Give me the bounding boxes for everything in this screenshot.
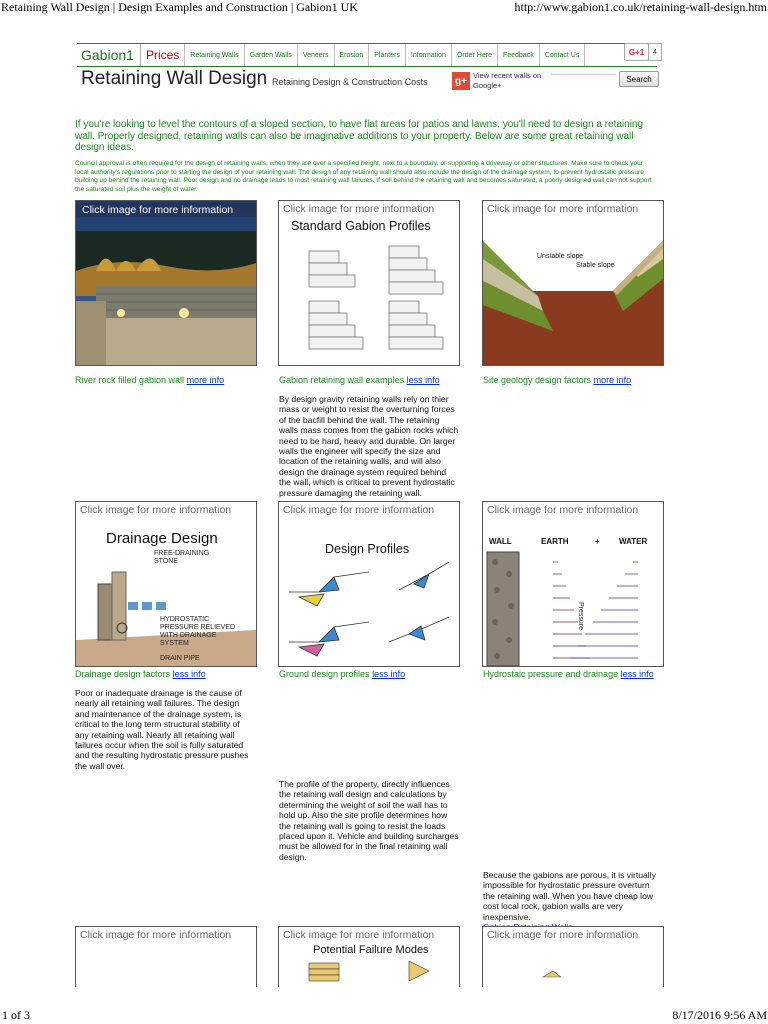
label-with-drainage: WITH DRAINAGE	[160, 632, 217, 639]
caption-river-rock	[75, 375, 224, 385]
print-datetime: 8/17/2016 9:56 AM	[672, 1008, 767, 1022]
label-stone: STONE	[154, 558, 178, 565]
nav-erosion[interactable]: Erosion	[335, 44, 370, 66]
nav-garden-walls[interactable]: Garden Walls	[245, 44, 298, 66]
nav-contact-us[interactable]: Contact Us	[540, 44, 586, 66]
card-gabion-wall-photo[interactable]	[75, 200, 257, 366]
caption-drainage	[75, 669, 206, 679]
gabion-wall-photo	[76, 201, 256, 365]
label-pressure: Pressure	[577, 602, 584, 631]
card-overlay: Click image for more information	[487, 504, 639, 516]
print-page-title: Retaining Wall Design | Design Examples and Construction | Gabion1 UK	[1, 0, 358, 14]
card-standard-gabion-profiles[interactable]	[278, 200, 460, 366]
hydrostatic-body: Because the gabions are porous, it is virtually impossible for hydrostatic pressure overturn the retaining wall. When you have cheap low cost local rock, gabion walls are very inexpensive.	[483, 870, 656, 922]
caption-hydrostatic	[483, 669, 654, 679]
page-title: Retaining Wall Design	[81, 68, 268, 89]
image-title: Standard Gabion Profiles	[291, 219, 431, 233]
card-overlay: Click image for more information	[283, 504, 435, 516]
drainage-text: Poor or inadequate drainage is the cause of nearly all retaining wall failures. The design and maintenance of the drainage system, is critical to the long term structural stability of any retaining wall. Nearly all retaining wall failures occur when the soil is fully saturated and the resulting hydrostatic pressure pushes the wall over.	[75, 688, 249, 771]
caption-ground-design	[279, 669, 405, 679]
card-overlay: Click image for more information	[283, 929, 435, 941]
site-geology-diagram	[483, 201, 663, 365]
nav-veneers[interactable]: Veneers	[298, 44, 335, 66]
card-overlay: Click image for more information	[76, 203, 257, 217]
print-page-number: 1 of 3	[2, 1008, 30, 1022]
card-hydrostatic-pressure[interactable]	[482, 501, 664, 667]
card-overlay: Click image for more information	[80, 929, 232, 941]
google-plus-one-button[interactable]: G+1	[624, 43, 649, 61]
card-design-profiles[interactable]	[278, 501, 460, 667]
council-paragraph: Council approval is often required for the design of retaining walls, when they are over a specified height, next to a boundary, or supporting a driveway or other structures. Make sure to check your local authority's regulations prior to starting the design of your retaining wall. The design of any retaining wall should also include the design of the drainage system, to prevent hydrostatic pressure building up behind the retaining wall. Poor design and no drainage leads to most retaining wall failures. If soil behind the retaining wall and becomes saturated, a poorly designed wall can not support the saturated soil plus the weight of water.	[75, 160, 652, 193]
card-site-geology[interactable]	[482, 200, 664, 366]
caption-site-geology	[483, 375, 631, 385]
card-row3-left[interactable]	[75, 926, 257, 987]
image-title: Design Profiles	[325, 542, 410, 556]
nav-prices[interactable]: Prices	[141, 44, 185, 66]
drainage-labels-top	[154, 550, 209, 566]
caption-text: Gabion retaining wall examples	[279, 375, 405, 385]
caption-gabion-examples	[279, 375, 440, 385]
ground-design-text: The profile of the property, directly influences the retaining wall design and calculations by determining the weight of soil the wall has to hold up. Also the site profile determines how the retaining wall is going to resist the loads placed upon it. Vehicle and building surcharges must be allowed for in the final retaining wall design.	[279, 779, 459, 862]
label-stable-slope: Stable slope	[576, 262, 615, 269]
label-drain-pipe: DRAIN PIPE	[160, 655, 200, 662]
image-title: Drainage Design	[106, 530, 218, 547]
caption-text: Site geology design factors	[483, 375, 592, 385]
card-overlay: Click image for more information	[283, 203, 435, 215]
image-title: Potential Failure Modes	[313, 944, 429, 956]
less-info-link[interactable]: less info	[620, 669, 654, 679]
hydrostatic-text	[483, 870, 663, 932]
label-system: SYSTEM	[160, 640, 189, 647]
nav-planters[interactable]: Planters	[369, 44, 406, 66]
print-page-url: http://www.gabion1.co.uk/retaining-wall-design.htm	[514, 0, 767, 14]
card-overlay: Click image for more information	[80, 504, 232, 516]
google-plus-count: 4	[648, 43, 662, 61]
main-nav	[77, 43, 657, 67]
google-plus-link[interactable]: View recent walls on Google+	[473, 71, 542, 90]
card-row3-right[interactable]	[482, 926, 664, 987]
drainage-labels-mid	[160, 616, 235, 648]
caption-text: Ground design profiles	[279, 669, 370, 679]
less-info-link[interactable]: less info	[172, 669, 206, 679]
card-drainage-design[interactable]	[75, 501, 257, 667]
hydrostatic-pressure-diagram	[483, 502, 663, 666]
label-wall: WALL	[489, 537, 512, 546]
more-info-link[interactable]: more info	[593, 375, 632, 385]
more-info-link[interactable]: more info	[186, 375, 225, 385]
intro-paragraph: If you're looking to level the contours of a sloped section, to have flat areas for patios and lawns, you'll need to design a retaining wall. Properly designed, retaining walls can also be imaginative additions to your property. Below are some great retaining wall design ideas.	[75, 119, 644, 153]
search-input[interactable]	[551, 74, 616, 75]
site-logo[interactable]: Gabion1	[77, 44, 141, 66]
page-subtitle: Retaining Design & Construction Costs	[272, 77, 428, 87]
failure-modes-diagram	[279, 927, 459, 987]
nav-order-here[interactable]: Order Here	[452, 44, 498, 66]
search-button[interactable]: Search	[619, 71, 659, 87]
google-plus-icon[interactable]: g+	[452, 72, 470, 90]
nav-feedback[interactable]: Feedback	[498, 44, 540, 66]
design-profiles-diagram	[279, 502, 459, 666]
nav-retaining-walls[interactable]: Retaining Walls	[185, 44, 244, 66]
caption-text: River rock filled gabion wall	[75, 375, 185, 385]
less-info-link[interactable]: less info	[372, 669, 406, 679]
caption-text: Hydrostaic pressure and drainage	[483, 669, 619, 679]
label-hydrostatic: HYDROSTATIC	[160, 616, 210, 623]
diagram-fragment	[483, 927, 663, 987]
card-overlay: Click image for more information	[487, 929, 639, 941]
card-potential-failure-modes[interactable]	[278, 926, 460, 987]
label-water: WATER	[619, 537, 648, 546]
less-info-link[interactable]: less info	[406, 375, 440, 385]
label-pressure-relieved: PRESSURE RELIEVED	[160, 624, 236, 631]
caption-text: Drainage design factors	[75, 669, 171, 679]
label-unstable-slope: Unstable slope	[537, 253, 584, 260]
card-overlay: Click image for more information	[487, 203, 639, 215]
label-free-draining: FREE-DRAINING	[154, 550, 210, 557]
nav-information[interactable]: Information	[406, 44, 452, 66]
label-plus: +	[595, 537, 600, 546]
gabion-examples-text: By design gravity retaining walls rely on thier mass or weight to resist the overturning forces of the bacfill behind the wall. The retaining walls mass comes from the gabion rocks which need to be hard, heavy and durable. On larger walls the engineer will specify the size and location of the retaining walls, and will also design the drainage system required behind the wall, which is critical to prevent hydrostatic pressure damaging the retaining wall.	[279, 394, 459, 498]
label-earth: EARTH	[541, 537, 569, 546]
